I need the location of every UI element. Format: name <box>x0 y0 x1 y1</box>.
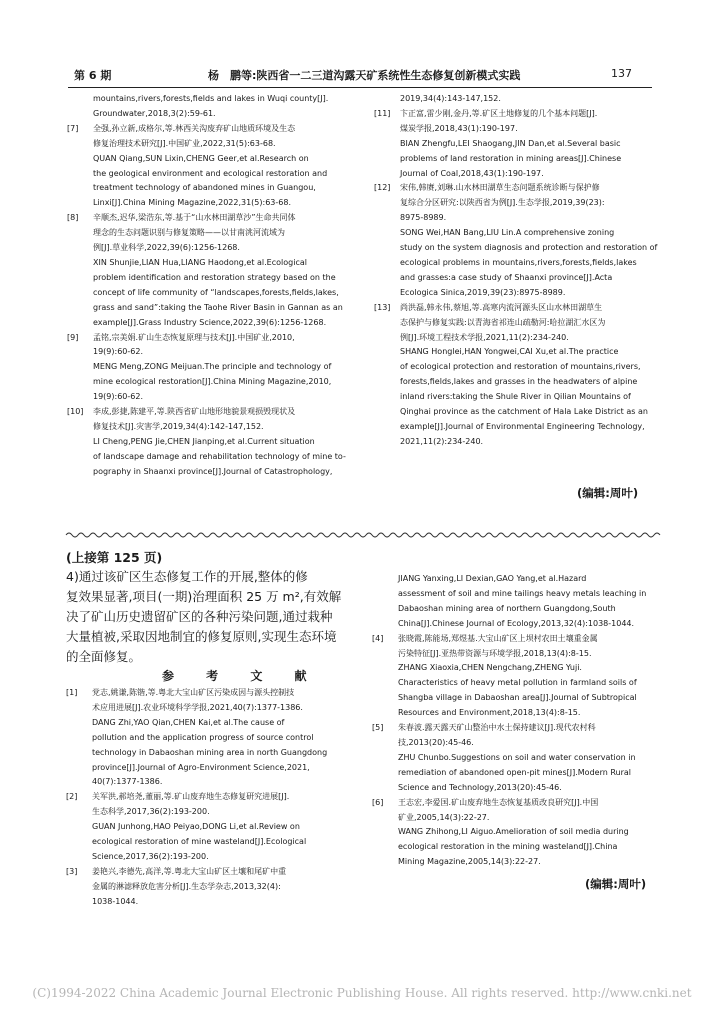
reference-line: 例[J].草业科学,2022,39(6):1256-1268. <box>93 243 240 253</box>
reference-entry-start <box>67 211 351 226</box>
reference-line: QUAN Qiang,SUN Lixin,CHENG Geer,et al.Research on <box>93 153 309 163</box>
reference-line: 术应用进展[J].农业环境科学学报,2021,40(7):1377-1386. <box>92 702 303 712</box>
reference-line: BIAN Zhengfu,LEI Shaogang,JIN Dan,et al.Several basic <box>400 138 621 148</box>
reference-line: 例[J].环境工程技术学报,2021,11(2):234-240. <box>400 332 569 342</box>
references-heading: 参 考 文 献 <box>162 669 321 683</box>
reference-column-right <box>374 92 658 450</box>
reference-entry-start <box>66 865 354 880</box>
reference-line: 复综合分区研究:以陕西省为例[J].生态学报,2019,39(23): <box>400 198 605 208</box>
reference-list-left <box>66 686 354 910</box>
reference-entry-start <box>66 686 354 701</box>
reference-line: LI Cheng,PENG Jie,CHEN Jianping,et al.Current situation <box>93 436 315 446</box>
reference-line: 态保护与修复实践:以青海省祁连山疏勒河:哈拉湖汇水区为 <box>400 317 606 327</box>
reference-line: 2021,11(2):234-240. <box>400 436 484 446</box>
reference-line: WANG Zhihong,LI Aiguo.Amelioration of soil media during <box>398 827 629 837</box>
section-divider <box>66 530 656 540</box>
reference-line: the geological environment and ecological restoration and <box>93 168 328 178</box>
reference-number: [13] <box>374 302 391 312</box>
reference-line: ecological restoration in the mining wasteland[J].China <box>398 842 618 852</box>
reference-line: China[J].Chinese Journal of Ecology,2013,32(4):1038-1044. <box>398 618 635 628</box>
page-number: 137 <box>611 67 632 80</box>
reference-line: example[J].Journal of Environmental Engineering Technology, <box>400 421 645 431</box>
reference-text: 卞正富,雷少刚,金丹,等.矿区土地修复的几个基本问题[J]. <box>400 108 598 118</box>
reference-entry-start <box>374 301 658 316</box>
reference-entry-start <box>372 721 660 736</box>
reference-line: study on the system diagnosis and protection and restoration of <box>400 243 658 253</box>
reference-entry-start <box>66 790 354 805</box>
body-line: 的全面修复。 <box>66 648 142 664</box>
reference-line: 19(9):60-62. <box>93 347 143 357</box>
reference-line: DANG Zhi,YAO Qian,CHEN Kai,et al.The cause of <box>92 717 285 727</box>
reference-line: concept of life community of “landscapes,forests,fields,lakes, <box>93 287 339 297</box>
reference-number: [2] <box>66 792 78 802</box>
reference-line: SHANG Honglei,HAN Yongwei,CAI Xu,et al.The practice <box>400 347 619 357</box>
reference-entry-start <box>67 405 351 420</box>
reference-line: forests,fields,lakes and grasses in the headwaters of alpine <box>400 377 638 387</box>
reference-number: [10] <box>67 407 84 417</box>
reference-line: 8975-8989. <box>400 213 447 223</box>
reference-text: 宋伟,韩赓,刘琳.山水林田湖草生态问题系统诊断与保护修 <box>400 183 600 193</box>
reference-line: Groundwater,2018,3(2):59-61. <box>93 108 216 118</box>
reference-line: 矿业,2005,14(3):22-27. <box>398 812 490 822</box>
reference-line: pollution and the application progress of source control <box>92 732 314 742</box>
reference-entry-start <box>67 331 351 346</box>
reference-line: grass and sand”:taking the Taohe River Basin in Gannan as an <box>93 302 343 312</box>
reference-line: 理念的生态问题识别与修复策略——以甘南洮河流域为 <box>93 228 285 238</box>
reference-line: 40(7):1377-1386. <box>92 777 163 787</box>
reference-line: problems of land restoration in mining areas[J].Chinese <box>400 153 622 163</box>
reference-line: Mining Magazine,2005,14(3):22-27. <box>398 857 541 867</box>
reference-text: 张晓霞,陈能场,郑煜基.大宝山矿区上坝村农田土壤重金属 <box>398 633 598 643</box>
reference-line: inland rivers:taking the Shule River in Qilian Mountains of <box>400 392 631 402</box>
reference-line: and grasses:a case study of Shaanxi province[J].Acta <box>400 272 613 282</box>
reference-line: Shangba village in Dabaoshan area[J].Journal of Subtropical <box>398 693 637 703</box>
reference-line: of landscape damage and rehabilitation technology of mine to- <box>93 451 346 461</box>
reference-entry-start <box>372 632 660 647</box>
reference-number: [6] <box>372 797 384 807</box>
reference-line: GUAN Junhong,HAO Peiyao,DONG Li,et al.Review on <box>92 822 300 832</box>
reference-list-right <box>372 572 660 870</box>
reference-line: JIANG Yanxing,LI Dexian,GAO Yang,et al.Hazard <box>398 574 587 583</box>
reference-line: treatment technology of abandoned mines in Guangou, <box>93 183 316 193</box>
reference-number: [3] <box>66 866 78 876</box>
reference-number: [1] <box>66 688 78 697</box>
reference-text: 辛顺杰,迟华,梁浩东,等.基于“山水林田湖草沙”生命共同体 <box>93 213 296 223</box>
header-rule <box>68 87 652 88</box>
reference-line: Qinghai province as the catchment of Hala Lake District as an <box>400 407 648 417</box>
reference-column-left <box>67 92 351 480</box>
issue-label: 第 6 期 <box>74 69 112 82</box>
reference-line: pography in Shaanxi province[J].Journal of Catastrophology, <box>93 466 333 476</box>
body-line: 大量植被,采取因地制宜的修复原则,实现生态环境 <box>66 628 337 644</box>
reference-line: assessment of soil and mine tailings heavy metals leaching in <box>398 588 647 598</box>
reference-number: [4] <box>372 633 384 643</box>
reference-line: 生态科学,2017,36(2):193-200. <box>92 807 210 817</box>
reference-entry-start <box>374 181 658 196</box>
reference-line: Characteristics of heavy metal pollution in farmland soils of <box>398 678 637 688</box>
running-title: 杨 鹏等:陕西省一二三道沟露天矿系统性生态修复创新模式实践 <box>208 69 521 82</box>
reference-line: 19(9):60-62. <box>93 392 143 402</box>
reference-line: 煤炭学报,2018,43(1):190-197. <box>400 123 518 133</box>
reference-line: Ecologica Sinica,2019,39(23):8975-8989. <box>400 287 566 297</box>
reference-line: province[J].Journal of Agro-Environment Science,2021, <box>92 762 310 772</box>
reference-number: [7] <box>67 123 79 133</box>
reference-line: 修复技术[J].灾害学,2019,34(4):142-147,152. <box>93 421 264 431</box>
reference-line: problem identification and restoration strategy based on the <box>93 272 336 282</box>
body-line: 复效果显著,项目(一期)治理面积 25 万 m²,有效解 <box>66 588 342 604</box>
reference-line: 技,2013(20):45-46. <box>398 737 474 747</box>
reference-text: 全强,孙立新,成格尔,等.林西关沟废弃矿山地质环境及生态 <box>93 123 296 133</box>
reference-text: 尚洪磊,韩永伟,蔡旭,等.高寒内流河源头区山水林田湖草生 <box>400 302 603 312</box>
reference-line: Science,2017,36(2):193-200. <box>92 851 209 861</box>
continued-note: (上接第 125 页) <box>66 550 163 565</box>
reference-line: mountains,rivers,forests,fields and lakes in Wuqi county[J]. <box>93 94 329 103</box>
reference-entry-start <box>67 122 351 137</box>
editor-note: (编辑:周叶) <box>577 486 639 500</box>
reference-text: 朱春波.露天露天矿山整治中水土保持建议[J].现代农村科 <box>398 723 596 733</box>
reference-entry-start <box>372 796 660 811</box>
reference-line: XIN Shunjie,LIAN Hua,LIANG Haodong,et al.Ecological <box>93 257 307 267</box>
reference-line: MENG Meng,ZONG Meijuan.The principle and technology of <box>93 362 332 372</box>
reference-line: Science and Technology,2013(20):45-46. <box>398 782 562 792</box>
reference-number: [8] <box>67 213 79 223</box>
reference-line: 2019,34(4):143-147,152. <box>400 94 501 103</box>
editor-note-bottom: (编辑:周叶) <box>585 877 647 891</box>
reference-text: 关军洪,郝培尧,董丽,等.矿山废弃地生态修复研究进展[J]. <box>92 792 290 802</box>
reference-line: ecological restoration of mine wasteland[J].Ecological <box>92 837 307 847</box>
reference-line: Resources and Environment,2018,13(4):8-15. <box>398 708 581 718</box>
reference-number: [9] <box>67 332 79 342</box>
reference-line: remediation of abandoned open-pit mines[J].Modern Rural <box>398 767 632 777</box>
reference-line: ZHU Chunbo.Suggestions on soil and water conservation in <box>398 752 636 762</box>
reference-entry-start <box>374 107 658 122</box>
reference-line: ecological problems in mountains,rivers,forests,fields,lakes <box>400 257 637 267</box>
body-line: 决了矿山历史遗留矿区的各种污染问题,通过栽种 <box>66 608 333 624</box>
reference-text: 党志,姚谦,陈锴,等.粤北大宝山矿区污染成因与源头控制技 <box>92 688 295 697</box>
reference-text: 李成,彭捷,陈建平,等.陕西省矿山地形地貌景观损毁现状及 <box>93 407 296 417</box>
body-paragraph <box>66 567 364 667</box>
reference-number: [11] <box>374 108 391 118</box>
body-line: 4)通过该矿区生态修复工作的开展,整体的修 <box>66 569 308 584</box>
copyright-footer: (C)1994-2022 China Academic Journal Electronic Publishing House. All rights reserved. http://www.cnki.net <box>32 986 692 1000</box>
reference-text: 王志宏,李爱国.矿山废弃地生态恢复基质改良研究[J].中国 <box>398 797 599 807</box>
reference-text: 姜艳兴,李德先,高洋,等.粤北大宝山矿区土壤和尾矿中重 <box>92 866 287 876</box>
reference-line: 1038-1044. <box>92 896 139 906</box>
reference-line: SONG Wei,HAN Bang,LIU Lin.A comprehensive zoning <box>400 228 615 238</box>
reference-line: technology in Dabaoshan mining area in north Guangdong <box>92 747 328 757</box>
reference-number: [12] <box>374 183 391 193</box>
reference-line: ZHANG Xiaoxia,CHEN Nengchang,ZHENG Yuji. <box>398 663 582 673</box>
reference-line: Journal of Coal,2018,43(1):190-197. <box>400 168 544 178</box>
reference-line: Linxi[J].China Mining Magazine,2022,31(5):63-68. <box>93 198 291 208</box>
reference-number: [5] <box>372 723 384 733</box>
reference-line: 金属的淋滤释放危害分析[J].生态学杂志,2013,32(4): <box>92 881 281 891</box>
reference-line: Dabaoshan mining area of northern Guangdong,South <box>398 603 616 613</box>
reference-line: 修复治理技术研究[J].中国矿业,2022,31(5):63-68. <box>93 138 276 148</box>
reference-text: 孟铭,宗美娟.矿山生态恢复原理与技术[J].中国矿业,2010, <box>93 332 295 342</box>
reference-line: 污染特征[J].亚热带资源与环境学报,2018,13(4):8-15. <box>398 648 592 658</box>
reference-line: mine ecological restoration[J].China Mining Magazine,2010, <box>93 377 332 387</box>
reference-line: example[J].Grass Industry Science,2022,39(6):1256-1268. <box>93 317 327 327</box>
reference-line: of ecological protection and restoration of mountains,rivers, <box>400 362 641 372</box>
